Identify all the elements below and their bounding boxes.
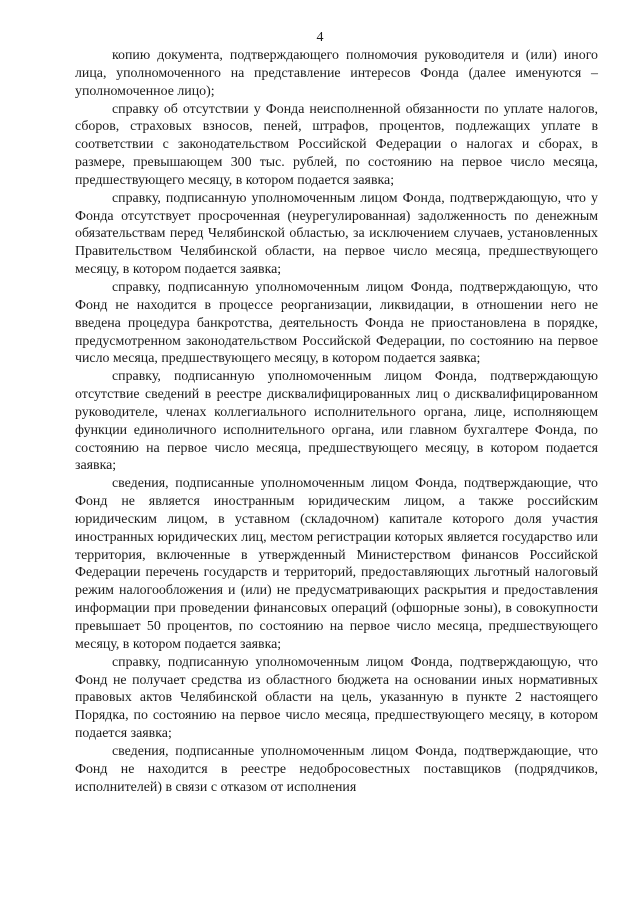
paragraph-unfair-suppliers-info: сведения, подписанные уполномоченным лицом Фонда, подтверждающие, что Фонд не находится в реестре недобросовестных поставщиков (подрядчиков, исполнителей) в связи с отказом от исполнения xyxy=(75,743,598,795)
paragraph-foreign-entity-info: сведения, подписанные уполномоченным лицом Фонда, подтверждающие, что Фонд не является иностранным юридическим лицом, а также российским юридическим лицом, в уставном (складочном) капитале которого доля участия иностранных юридических лиц, местом регистрации которых является государство или территория, включенные в утвержденный Министерством финансов Российской Федерации перечень государств и территорий, предоставляющих льготный налоговый режим налогообложения и (или) не предусматривающих раскрытия и предоставления информации при проведении финансовых операций (офшорные зоны), в совокупности превышает 50 процентов, по состоянию на первое число месяца, предшествующего месяцу, в котором подается заявка; xyxy=(75,476,598,652)
page-number: 4 xyxy=(316,30,324,45)
document-body xyxy=(75,47,598,796)
paragraph-debt-certificate: справку, подписанную уполномоченным лицом Фонда, подтверждающую, что у Фонда отсутствует просроченная (неурегулированная) задолженность по денежным обязательствам перед Челябинской областью, за исключением случаев, установленных Правительством Челябинской области, на первое число месяца, предшествующего месяцу, в котором подается заявка; xyxy=(75,190,598,278)
paragraph-authority-document: копию документа, подтверждающего полномочия руководителя и (или) иного лица, уполномоченного на представление интересов Фонда (далее именуются – уполномоченное лицо); xyxy=(75,48,598,99)
paragraph-reorganization-certificate: справку, подписанную уполномоченным лицом Фонда, подтверждающую, что Фонд не находится в процессе реорганизации, ликвидации, в отношении него не введена процедура банкротства, деятельность Фонда не приостановлена в порядке, предусмотренном законодательством Российской Федерации, по состоянию на первое число месяца, предшествующего месяцу, в котором подается заявка; xyxy=(75,279,598,367)
paragraph-budget-funds-certificate: справку, подписанную уполномоченным лицом Фонда, подтверждающую, что Фонд не получает средства из областного бюджета на основании иных нормативных правовых актов Челябинской области на цель, указанную в пункте 2 настоящего Порядка, по состоянию на первое число месяца, предшествующего месяцу, в котором подается заявка; xyxy=(75,654,598,742)
paragraph-tax-certificate: справку об отсутствии у Фонда неисполненной обязанности по уплате налогов, сборов, страховых взносов, пеней, штрафов, процентов, подлежащих уплате в соответствии с законодательством Российской Федерации о налогах и сборах, в размере, превышающем 300 тыс. рублей, по состоянию на первое число месяца, предшествующего месяцу, в котором подается заявка; xyxy=(75,101,598,188)
paragraph-disqualification-certificate: справку, подписанную уполномоченным лицом Фонда, подтверждающую отсутствие сведений в реестре дисквалифицированных лиц о дисквалифицированном руководителе, членах коллегиального исполнительного органа, лице, исполняющем функции единоличного исполнительного органа, или главном бухгалтере Фонда, по состоянию на первое число месяца, предшествующего месяцу, в котором подается заявка; xyxy=(75,369,598,474)
